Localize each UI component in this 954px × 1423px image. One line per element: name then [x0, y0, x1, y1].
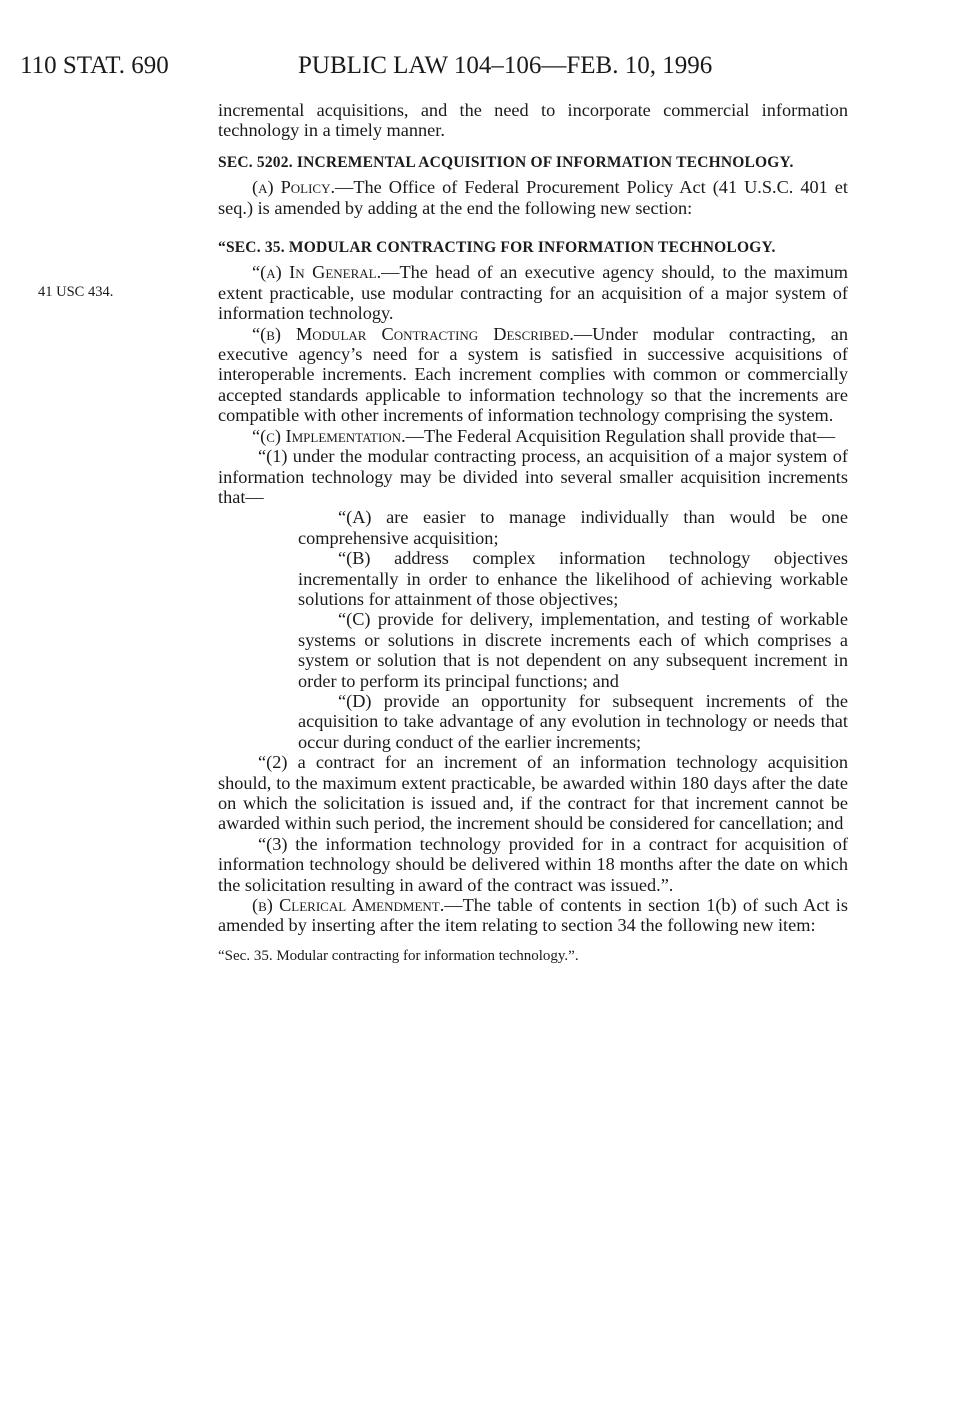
toc-item: “Sec. 35. Modular contracting for information technology.”. [218, 947, 579, 964]
page-reference: 110 STAT. 690 [20, 52, 169, 79]
policy-caption: (a) Policy. [252, 177, 336, 198]
subsection-a-caption: “(a) In General. [252, 262, 382, 283]
paragraph-c2: “(2) a contract for an increment of an information technology acquisition should, to the maximum extent practicable, be awarded within 180 days after the date on which the solicitation is issued and, if the contract for that increment cannot be awarded within such period, the increment should be considered for cancellation; and [218, 752, 848, 834]
subsection-a [218, 262, 848, 323]
subsection-b-text: —Under modular contracting, an executive agency’s need for a system is satisfied in successive acquisitions of interoperable increments. Each increment complies with common or commercially accepted standards applicable to information technology so that the increments are compatible with other increments of information technology comprising the system. [218, 323, 848, 426]
subparagraph-A: “(A) are easier to manage individually than would be one comprehensive acquisition; [298, 507, 848, 548]
body-text [218, 100, 848, 966]
policy-paragraph [218, 177, 848, 218]
section-5202-heading: SEC. 5202. INCREMENTAL ACQUISITION OF INFORMATION TECHNOLOGY. [218, 153, 794, 171]
subsection-a-text: —The head of an executive agency should, to the maximum extent practicable, use modular contracting for an acquisition of a major system of information technology. [218, 262, 848, 324]
paragraph-c1: “(1) under the modular contracting process, an acquisition of a major system of information technology may be divided into several smaller acquisition increments that— [218, 446, 848, 507]
subsection-b-caption: “(b) Modular Contracting Described. [252, 323, 574, 344]
intro-paragraph: incremental acquisitions, and the need to incorporate commercial information technology in a timely manner. [218, 100, 848, 141]
subsection-c [218, 426, 848, 446]
policy-text: —The Office of Federal Procurement Policy Act (41 U.S.C. 401 et seq.) is amended by adding at the end the following new section: [218, 177, 848, 218]
subparagraph-C: “(C) provide for delivery, implementation, and testing of workable systems or solutions in discrete increments each of which comprises a system or solution that is not dependent on any subsequent increment in order to perform its principal functions; and [298, 609, 848, 691]
clerical-caption: (b) Clerical Amendment. [252, 895, 445, 916]
running-header-title: PUBLIC LAW 104–106—FEB. 10, 1996 [298, 52, 713, 79]
clerical-amendment [218, 895, 848, 936]
section-35-heading: “SEC. 35. MODULAR CONTRACTING FOR INFORMATION TECHNOLOGY. [218, 239, 776, 257]
subparagraph-D: “(D) provide an opportunity for subsequent increments of the acquisition to take advantage of any evolution in technology or needs that occur during conduct of the earlier increments; [298, 690, 848, 752]
paragraph-c3: “(3) the information technology provided for in a contract for acquisition of information technology should be delivered within 18 months after the date on which the solicitation resulting in award of the contract was issued.”. [218, 833, 848, 895]
subparagraph-B: “(B) address complex information technology objectives incrementally in order to enhance the likelihood of achieving workable solutions for attainment of those objectives; [298, 548, 848, 609]
clerical-text: —The table of contents in section 1(b) of such Act is amended by inserting after the item relating to section 34 the following new item: [218, 895, 848, 936]
subsection-b [218, 324, 848, 426]
margin-citation: 41 USC 434. [38, 284, 114, 300]
subsection-c-caption: “(c) Implementation. [252, 425, 406, 446]
subsection-c-text: —The Federal Acquisition Regulation shall provide that— [405, 425, 836, 446]
